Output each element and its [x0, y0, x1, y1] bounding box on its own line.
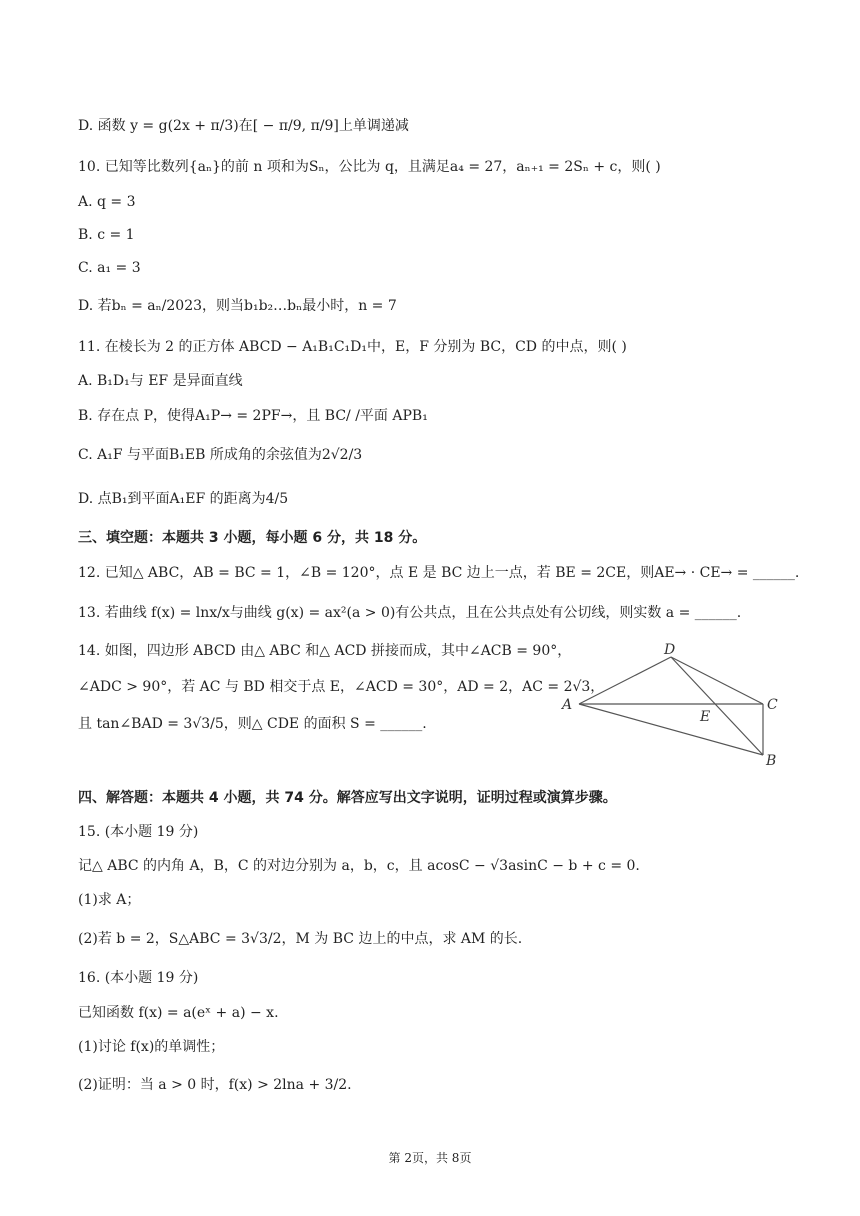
q10-stem: 10. 已知等比数列{aₙ}的前 n 项和为Sₙ，公比为 q，且满足a₄ = 27，aₙ₊₁ = 2Sₙ + c，则( ) — [78, 159, 661, 175]
q14-line-1: 14. 如图，四边形 ABCD 由△ ABC 和△ ACD 拼接而成，其中∠ACB = 90°， — [78, 643, 572, 659]
label-a: A — [562, 697, 573, 713]
q13-stem: 13. 若曲线 f(x) = lnx/x与曲线 g(x) = ax²(a > 0)有公共点，且在公共点处有公切线，则实数 a = ______. — [78, 605, 742, 621]
q16-part-2: (2)证明：当 a > 0 时，f(x) > 2lna + 3/2. — [78, 1077, 352, 1093]
label-e: E — [700, 709, 711, 725]
q12-stem: 12. 已知△ ABC，AB = BC = 1，∠B = 120°，点 E 是 BC 边上一点，若 BE = 2CE，则AE→ · CE→ = ______. — [78, 565, 800, 581]
section-fill-in-heading: 三、填空题：本题共 3 小题，每小题 6 分，共 18 分。 — [78, 530, 427, 546]
q14-line-2: ∠ADC > 90°，若 AC 与 BD 相交于点 E，∠ACD = 30°，AD = 2，AC = 2√3， — [78, 679, 605, 695]
segment-dc — [671, 657, 763, 704]
q14-line-3: 且 tan∠BAD = 3√3/5，则△ CDE 的面积 S = ______. — [78, 716, 427, 732]
q11-option-c: C. A₁F 与平面B₁EB 所成角的余弦值为2√2/3 — [78, 447, 363, 463]
q11-option-a: A. B₁D₁与 EF 是异面直线 — [78, 373, 243, 389]
q11-option-d: D. 点B₁到平面A₁EF 的距离为4/5 — [78, 491, 289, 507]
q11-stem: 11. 在棱长为 2 的正方体 ABCD − A₁B₁C₁D₁中，E，F 分别为 BC，CD 的中点，则( ) — [78, 339, 627, 355]
q10-option-d: D. 若bₙ = aₙ/2023，则当b₁b₂…bₙ最小时，n = 7 — [78, 298, 397, 314]
q9-option-d: D. 函数 y = g(2x + π/3)在[ − π/9, π/9]上单调递减 — [78, 118, 409, 134]
page-footer: 第 2页，共 8页 — [388, 1151, 472, 1165]
q15-header: 15. (本小题 19 分) — [78, 824, 199, 840]
q16-part-1: (1)讨论 f(x)的单调性； — [78, 1039, 225, 1055]
q10-option-b: B. c = 1 — [78, 227, 135, 243]
section-answer-heading: 四、解答题：本题共 4 小题，共 74 分。解答应写出文字说明，证明过程或演算步骤。 — [78, 790, 617, 806]
label-c: C — [767, 697, 778, 713]
segment-ab — [579, 704, 763, 755]
q15-part-1: (1)求 A； — [78, 892, 141, 908]
label-b: B — [766, 753, 777, 769]
q10-option-c: C. a₁ = 3 — [78, 260, 141, 276]
q10-option-a: A. q = 3 — [78, 194, 136, 210]
q16-header: 16. (本小题 19 分) — [78, 970, 199, 986]
q11-option-b: B. 存在点 P，使得A₁P→ = 2PF→，且 BC/ /平面 APB₁ — [78, 408, 428, 424]
q16-stem: 已知函数 f(x) = a(eˣ + a) − x. — [78, 1005, 279, 1021]
segment-ad — [579, 657, 671, 704]
q15-part-2: (2)若 b = 2，S△ABC = 3√3/2，M 为 BC 边上的中点，求 AM 的长. — [78, 931, 523, 947]
q15-stem: 记△ ABC 的内角 A，B，C 的对边分别为 a，b，c，且 acosC − √3asinC − b + c = 0. — [78, 858, 640, 874]
label-d: D — [664, 642, 676, 658]
q14-figure — [555, 640, 795, 770]
segment-db — [671, 657, 763, 755]
